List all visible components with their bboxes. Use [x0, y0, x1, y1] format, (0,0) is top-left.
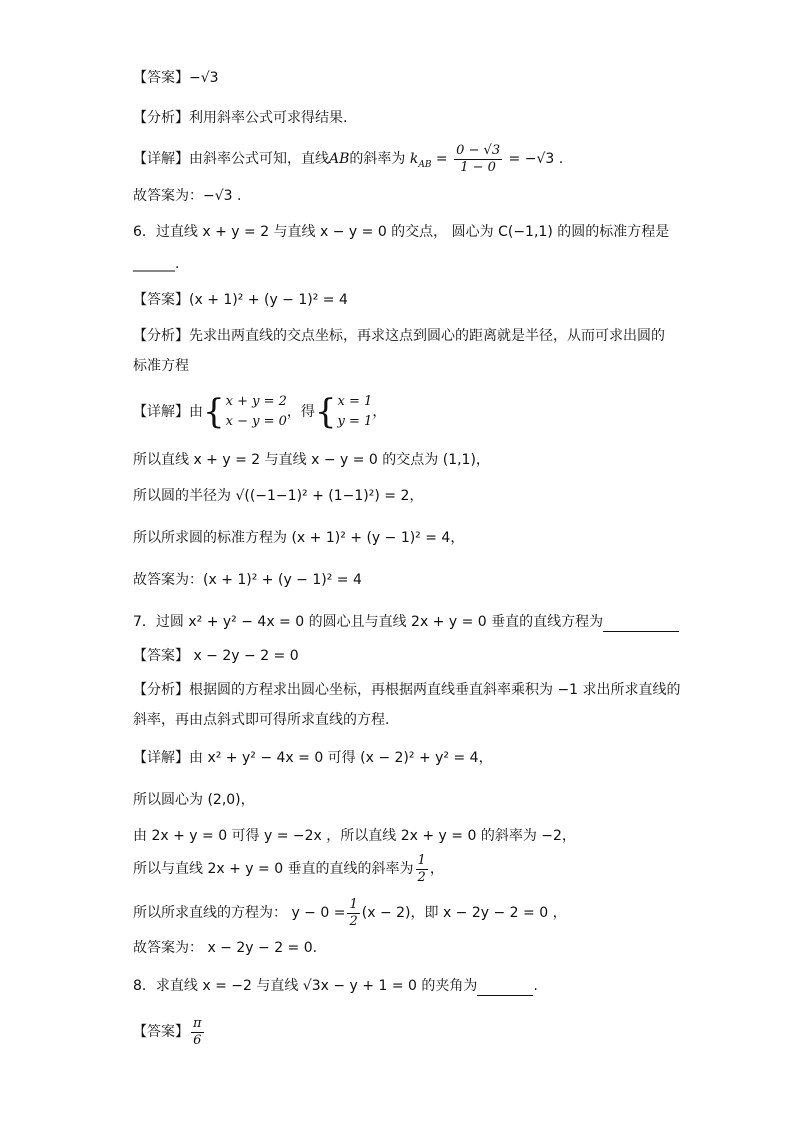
detail-6-equation: 所以所求圆的标准方程为 (x + 1)² + (y − 1)² = 4， [133, 530, 465, 546]
detail-7-c: 由 2x + y = 0 可得 y = −2x ，所以直线 2x + y = 0 的斜率为 −2， [133, 828, 576, 844]
final-answer-7: 故答案为： x − 2y − 2 = 0. [133, 940, 318, 956]
answer-8: 【答案】 $\frac{\pi}{6}$ [133, 1015, 202, 1048]
answer-blank [603, 617, 679, 632]
detail-7-e: 所以所求直线的方程为： y − 0 = $\frac{1}{2}$ (x − 2)，即 x − 2y − 2 = 0 ， [133, 896, 567, 929]
final-answer-6: 故答案为：(x + 1)² + (y − 1)² = 4 [133, 572, 362, 588]
equation-system: x + y = 2 x − y = 0 [225, 394, 287, 429]
analysis-5: 【分析】利用斜率公式可求得结果. [133, 110, 348, 126]
question-6-blank: ______. [133, 256, 180, 272]
final-answer-5: 故答案为：−√3 . [133, 188, 242, 204]
answer-5: 【答案】−√3 [133, 70, 219, 86]
detail-5: 【详解】由斜率公式可知，直线AB的斜率为 $k_{AB}$ = $\frac{0 - √3}{1 - 0}$ = −√3 . [133, 142, 564, 175]
answer-7: 【答案】 x − 2y − 2 = 0 [133, 648, 299, 664]
detail-6-system: 【详解】由{ x + y = 2 x − y = 0 ，得{ x = 1 y = 1 ， [133, 392, 387, 432]
detail-6-radius: 所以圆的半径为 √((−1−1)² + (1−1)²) = 2， [133, 488, 424, 504]
analysis-6-b: 标准方程 [133, 358, 189, 374]
question-7: 7．过圆 x² + y² − 4x = 0 的圆心且与直线 2x + y = 0 垂直的直线方程为 [133, 612, 679, 632]
analysis-7-b: 斜率，再由点斜式即可得所求直线的方程. [133, 712, 390, 728]
answer-blank [477, 981, 533, 996]
detail-7-b: 所以圆心为 (2,0)， [133, 792, 255, 808]
analysis-6-a: 【分析】先求出两直线的交点坐标，再求这点到圆心的距离就是半径，从而可求出圆的 [133, 328, 665, 344]
detail-6-intersection: 所以直线 x + y = 2 与直线 x − y = 0 的交点为 (1,1)， [133, 452, 490, 468]
question-8: 8．求直线 x = −2 与直线 √3x − y + 1 = 0 的夹角为 . [133, 978, 538, 994]
analysis-7-a: 【分析】根据圆的方程求出圆心坐标，再根据两直线垂直斜率乘积为 −1 求出所求直线的 [133, 682, 681, 698]
answer-6: 【答案】(x + 1)² + (y − 1)² = 4 [133, 292, 348, 308]
solution-system: x = 1 y = 1 [337, 394, 373, 429]
slope-fraction: $\frac{0 - √3}{1 - 0}$ [456, 142, 501, 175]
detail-7-a: 【详解】由 x² + y² − 4x = 0 可得 (x − 2)² + y² = 4， [133, 750, 493, 766]
question-6: 6．过直线 x + y = 2 与直线 x − y = 0 的交点， 圆心为 C(−1,1) 的圆的标准方程是 [133, 224, 670, 240]
detail-7-d: 所以与直线 2x + y = 0 垂直的直线的斜率为 $\frac{1}{2}$ ， [133, 852, 444, 885]
